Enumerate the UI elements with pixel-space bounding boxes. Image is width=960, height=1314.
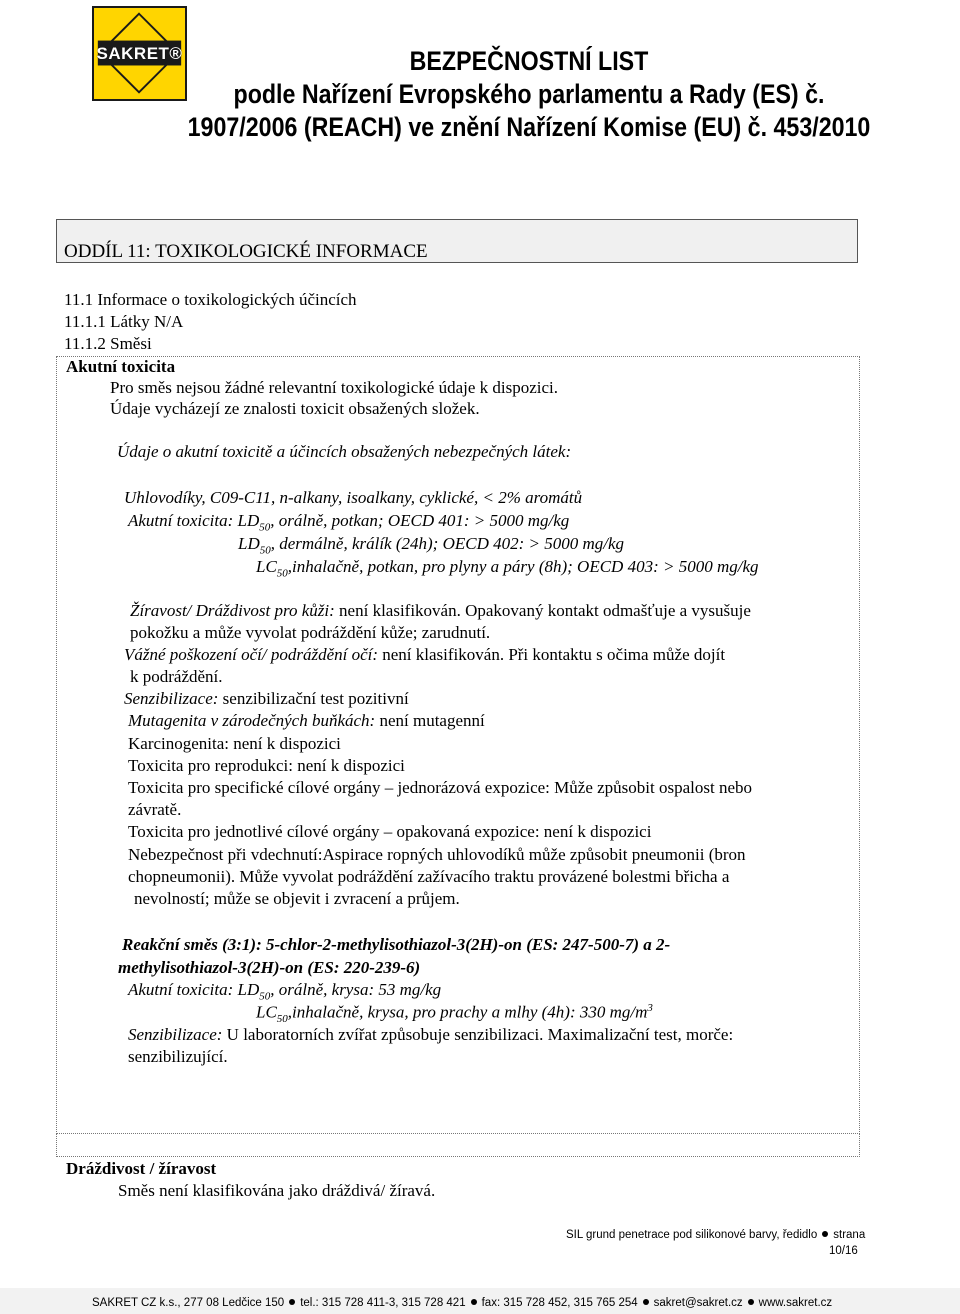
- bullet-icon: [471, 1299, 477, 1305]
- substance-1-lc50-inhal: $LC_{50},inhalačně$, potkan, pro plyny a páry (8h); OECD 403: > 5000 mg/kg: [256, 557, 759, 580]
- acute-toxicity-heading: Akutní toxicita: [66, 357, 176, 376]
- eye-damage: Vážné poškození očí/ podráždění očí: není klasifikován. Při kontaktu s očima může dojít: [124, 645, 726, 664]
- footer-contacts: SAKRET CZ k.s., 277 08 Ledčice 150 tel.: 315 728 411-3, 315 728 421 fax: 315 728 452, 315 765 254 sakret@sakret.cz www.sakret.cz: [92, 1297, 833, 1309]
- bullet-icon: [643, 1299, 649, 1305]
- bullet-icon: [289, 1299, 295, 1305]
- stot-single: Toxicita pro specifické cílové orgány – jednorázová expozice: Může způsobit ospalost nebo: [128, 778, 752, 797]
- substance-2-ld50: Akutní toxicita: $LD_{50}$, orálně, krysa: 53 mg/kg: [128, 980, 442, 1003]
- aspiration-1: Nebezpečnost při vdechnutí:Aspirace ropných uhlovodíků může způsobit pneumonii (bron: [128, 845, 746, 864]
- eye-damage-2: k podráždění.: [130, 667, 223, 686]
- doc-subtitle-1: podle Nařízení Evropského parlamentu a Rady (ES) č.: [233, 79, 825, 109]
- section-title: ODDÍL 11: TOXIKOLOGICKÉ INFORMACE: [64, 241, 428, 262]
- stot-single-2: závratě.: [128, 800, 182, 819]
- subsection-11-1-2: 11.1.2 Směsi: [64, 334, 152, 353]
- bullet-icon: [748, 1299, 754, 1305]
- skin-corrosion: Žíravost/ Dráždivost pro kůži: není klasifikován. Opakovaný kontakt odmašťuje a vysušuje: [130, 601, 751, 620]
- content-box-2: [56, 1133, 860, 1157]
- doc-subtitle-2: 1907/2006 (REACH) ve znění Nařízení Komise (EU) č. 453/2010: [187, 112, 871, 142]
- substance-2-name-1: Reakční směs (3:1): 5-chlor-2-methylisothiazol-3(2H)-on (ES: 247-500-7) a 2-: [122, 935, 671, 954]
- sensitization: Senzibilizace: senzibilizační test pozitivní: [124, 689, 409, 708]
- web-link[interactable]: www.sakret.cz: [758, 1297, 833, 1309]
- doc-title: BEZPEČNOSTNÍ LIST: [409, 46, 649, 76]
- skin-corrosion-2: pokožku a může vyvolat podráždění kůže; zarudnutí.: [130, 623, 491, 642]
- logo-text: SAKRET®: [96, 44, 183, 63]
- substance-2-sensitization-2: senzibilizující.: [128, 1047, 228, 1066]
- substance-2-name-2: methylisothiazol-3(2H)-on (ES: 220-239-6): [118, 958, 421, 977]
- bullet-icon: [822, 1231, 828, 1237]
- sakret-logo: [92, 6, 187, 101]
- email-link[interactable]: sakret@sakret.cz: [653, 1297, 743, 1309]
- substance-2-lc50: $LC_{50},inhalačně$, krysa, pro prachy a mlhy (4h): 330 $mg/m^3$: [256, 1002, 653, 1026]
- reproductive-toxicity: Toxicita pro reprodukci: není k dispozici: [128, 756, 405, 775]
- aspiration-2: chopneumonii). Může vyvolat podráždění zažívacího traktu provázené bolestmi břicha a: [128, 867, 730, 886]
- subsection-11-1-1: 11.1.1 Látky N/A: [64, 312, 184, 331]
- acute-line-1: Pro směs nejsou žádné relevantní toxikologické údaje k dispozici.: [110, 378, 559, 397]
- mutagenicity: Mutagenita v zárodečných buňkách: není mutagenní: [128, 711, 485, 730]
- substance-1-name: Uhlovodíky, C09-C11, n-alkany, isoalkany, cyklické, < 2% aromátů: [124, 488, 583, 507]
- acute-line-2: Údaje vycházejí ze znalosti toxicit obsažených složek.: [110, 399, 480, 418]
- irritation-text: Směs není klasifikována jako dráždivá/ žíravá.: [118, 1181, 436, 1200]
- footer-product: SIL grund penetrace pod silikonové barvy, ředidlo strana: [566, 1229, 866, 1241]
- acute-line-3: Údaje o akutní toxicitě a účincích obsažených nebezpečných látek:: [117, 442, 572, 461]
- subsection-11-1: 11.1 Informace o toxikologických účincích: [64, 290, 357, 309]
- irritation-heading: Dráždivost / žíravost: [66, 1159, 217, 1178]
- substance-2-sensitization: Senzibilizace: U laboratorních zvířat způsobuje senzibilizaci. Maximalizační test, morče:: [128, 1025, 734, 1044]
- aspiration-3: nevolností; může se objevit i zvracení a průjem.: [134, 889, 460, 908]
- substance-1-ld50-oral: Akutní toxicita: $LD_{50}$, orálně, potkan; OECD 401: > 5000 mg/kg: [128, 511, 570, 534]
- stot-repeated: Toxicita pro jednotlivé cílové orgány – opakovaná expozice: není k dispozici: [128, 822, 652, 841]
- substance-1-ld50-dermal: $LD_{50}$, dermálně, králík (24h); OECD 402: > 5000 mg/kg: [238, 534, 625, 557]
- page-number: 10/16: [829, 1245, 858, 1257]
- carcinogenicity: Karcinogenita: není k dispozici: [128, 734, 341, 753]
